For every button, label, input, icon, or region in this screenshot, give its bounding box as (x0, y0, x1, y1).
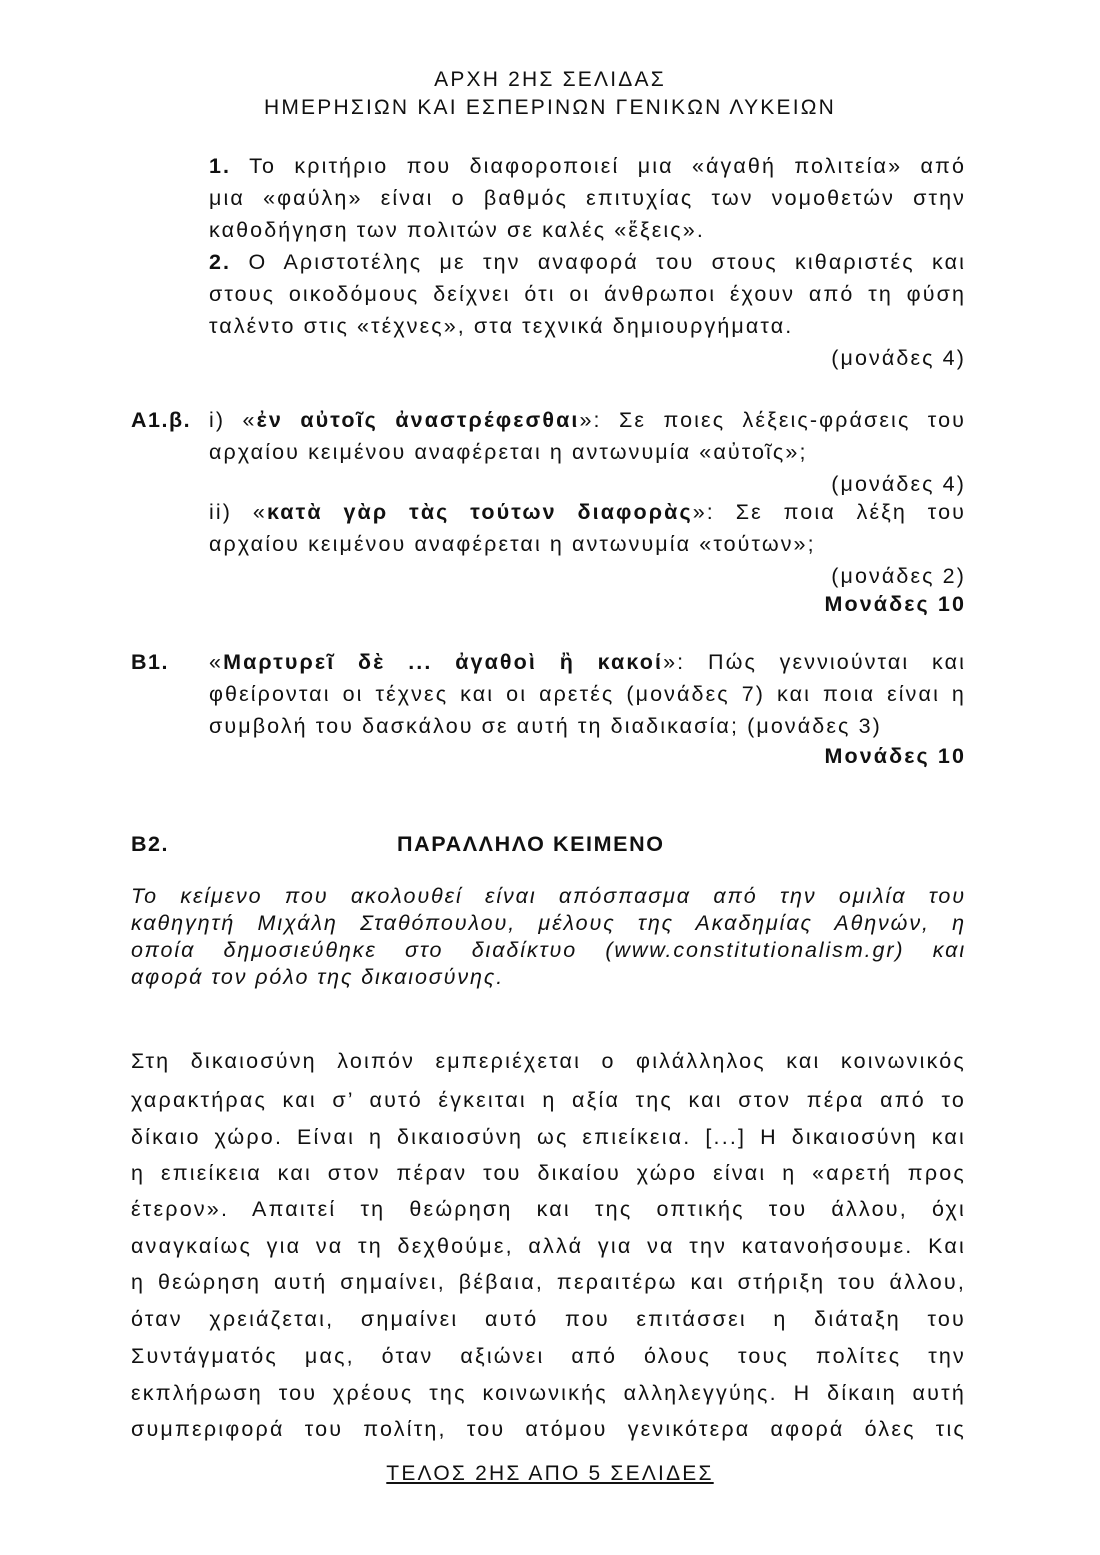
b1-phrase: Μαρτυρεῖ δὲ ... ἀγαθοὶ ἢ κακοί (223, 650, 664, 674)
b1-line-2: φθείρονται οι τέχνες και οι αρετές (μονάδες 7) και ποια είναι η (209, 682, 966, 706)
statement-1-number: 1. (209, 154, 232, 178)
statement-2-line-2: στους οικοδόμους δείχνει ότι οι άνθρωποι έχουν από τη φύση (209, 282, 966, 306)
intro-line-3: οποία δημοσιεύθηκε στο διαδίκτυο (www.constitutionalism.gr) και (131, 938, 966, 962)
b1-line-1 (209, 650, 966, 675)
passage-line-4: η επιείκεια και στον πέραν του δικαίου χώρο είναι η «αρετή προς (131, 1161, 966, 1185)
intro-line-1: Το κείμενο που ακολουθεί είναι απόσπασμα από την ομιλία του (131, 884, 966, 908)
passage-line-10: εκπλήρωση του χρέους της κοινωνικής αλληλεγγύης. Η δίκαιη αυτή (131, 1381, 966, 1405)
statement-1-line-2: μια «φαύλη» είναι ο βαθμός επιτυχίας των νομοθετών στην (209, 186, 966, 210)
statements-marks: (μονάδες 4) (831, 346, 966, 370)
passage-line-5: έτερον». Απαιτεί τη θεώρηση και της οπτικής του άλλου, όχι (131, 1197, 966, 1221)
statement-1-text: Το κριτήριο που διαφοροποιεί μια «άγαθή πολιτεία» από (249, 154, 967, 178)
statement-1-line-3: καθοδήγηση των πολιτών σε καλές «ἕξεις». (209, 218, 705, 242)
parallel-text-title: ΠΑΡΑΛΛΗΛΟ ΚΕΙΜΕΝΟ (397, 832, 665, 856)
a1b-i-line-1 (209, 408, 966, 433)
a1b-i-marks: (μονάδες 4) (831, 472, 966, 496)
a1b-i-prefix: i) « (209, 408, 257, 432)
question-a1b-label: Α1.β. (131, 408, 192, 432)
statement-1-line-1 (209, 154, 966, 179)
a1b-i-phrase: ἐν αὐτοῖς ἀναστρέφεσθαι (256, 408, 580, 432)
passage-line-1: Στη δικαιοσύνη λοιπόν εμπεριέχεται ο φιλάλληλος και κοινωνικός (131, 1049, 966, 1073)
statement-2-line-1 (209, 250, 966, 275)
a1b-total-marks: Μονάδες 10 (824, 592, 966, 616)
passage-line-2: χαρακτήρας και σ’ αυτό έγκειται η αξία της και στον πέρα από το (131, 1088, 966, 1112)
b1-prefix: « (209, 650, 224, 674)
b1-total-marks: Μονάδες 10 (824, 744, 966, 768)
a1b-ii-suffix: »: Σε ποια λέξη του (692, 500, 966, 524)
a1b-ii-line-1 (209, 500, 966, 525)
passage-line-8: όταν χρειάζεται, σημαίνει αυτό που επιτάσσει η διάταξη του (131, 1307, 966, 1331)
a1b-ii-marks: (μονάδες 2) (831, 564, 966, 588)
statement-2-text: Ο Αριστοτέλης με την αναφορά του στους κιθαριστές και (248, 250, 966, 274)
page-footer (0, 1462, 1100, 1486)
page-footer-text: ΤΕΛΟΣ 2ΗΣ ΑΠΟ 5 ΣΕΛΙΔΕΣ (386, 1462, 714, 1485)
intro-line-2: καθηγητή Μιχάλη Σταθόπουλου, μέλους της Ακαδημίας Αθηνών, η (131, 911, 966, 935)
passage-line-3: δίκαιο χώρο. Είναι η δικαιοσύνη ως επιείκεια. [...] Η δικαιοσύνη και (131, 1125, 966, 1149)
page-header-line-2: ΗΜΕΡΗΣΙΩΝ ΚΑΙ ΕΣΠΕΡΙΝΩΝ ΓΕΝΙΚΩΝ ΛΥΚΕΙΩΝ (263, 96, 836, 119)
a1b-ii-line-2: αρχαίου κειμένου αναφέρεται η αντωνυμία «τούτων»; (209, 532, 816, 556)
a1b-ii-phrase: κατὰ γὰρ τὰς τούτων διαφορὰς (266, 500, 693, 524)
intro-line-4: αφορά τον ρόλο της δικαιοσύνης. (131, 965, 505, 989)
a1b-ii-prefix: ii) « (209, 500, 267, 524)
passage-line-11: συμπεριφορά του πολίτη, του ατόμου γενικότερα αφορά όλες τις (131, 1417, 966, 1441)
question-b2-label: Β2. (131, 832, 169, 856)
a1b-i-line-2: αρχαίου κειμένου αναφέρεται η αντωνυμία «αὐτοῖς»; (209, 440, 808, 464)
statement-2-number: 2. (209, 250, 232, 274)
statement-2-line-3: ταλέντο στις «τέχνες», στα τεχνικά δημιουργήματα. (209, 314, 794, 338)
a1b-i-suffix: »: Σε ποιες λέξεις-φράσεις του (579, 408, 966, 432)
question-b1-label: Β1. (131, 650, 169, 674)
passage-line-7: η θεώρηση αυτή σημαίνει, βέβαια, περαιτέρω και στήριξη του άλλου, (131, 1270, 966, 1294)
passage-line-6: αναγκαίως για να τη δεχθούμε, αλλά για να την κατανοήσουμε. Και (131, 1234, 966, 1258)
b1-line-3: συμβολή του δασκάλου σε αυτή τη διαδικασία; (μονάδες 3) (209, 714, 882, 738)
b1-suffix: »: Πώς γεννιούνται και (663, 650, 967, 674)
passage-line-9: Συντάγματός μας, όταν αξιώνει από όλους τους πολίτες την (131, 1344, 966, 1368)
page-header-line-1: ΑΡΧΗ 2ΗΣ ΣΕΛΙΔΑΣ (434, 68, 666, 91)
